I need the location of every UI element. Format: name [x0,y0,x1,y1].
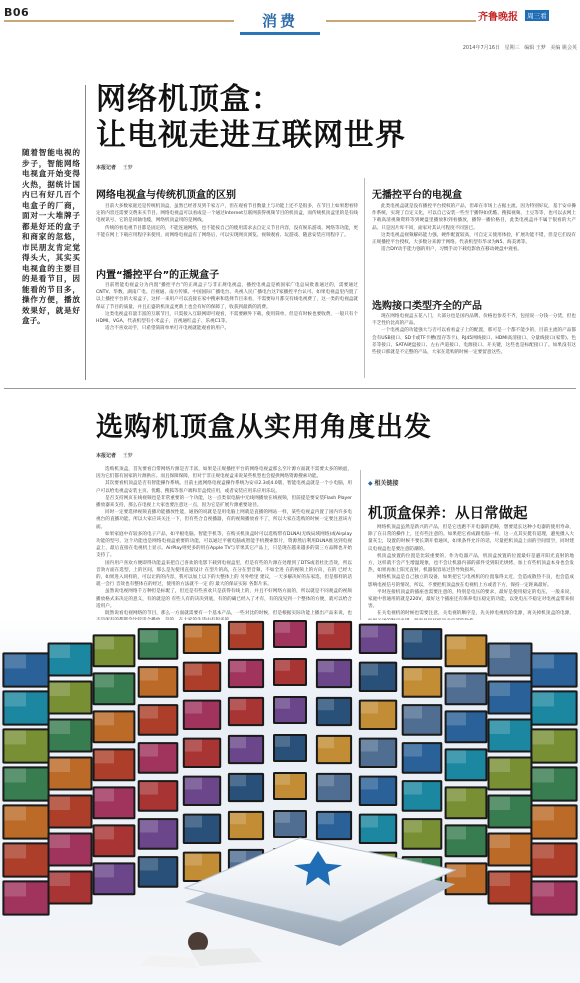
tv-screen-glare [361,778,378,790]
section-2-p3: 适合不喜欢动手，只希望简简单单打开电视就能观看的用户。 [105,326,230,332]
tv-screen-glare [318,699,334,710]
tv-wall-svg [0,620,580,983]
section-1-p1: 目前大多数家庭还是传统机顶盒，虽然已经普及到千家万户，但在观看节目数量上与功能上还不是很多，在节目上如果想看特定的内容还需要交费来买节目。网络电视盒可以看成是一个通过Internet互联网获得视频节目的机顶盒，而传统机顶盒里的是有线电视讯号，它的是同轴电缆，网络机顶盒用的是网线。 [96,204,358,224]
tv-screen-glare [95,636,114,649]
tv-screen-glare [318,661,334,672]
section-2-p1: 目前智能电视盒分为内置“播控平台”的正规盒子与非正规电视盒，播控电视盒是被国家广电总局批准通过的，需要通过CNTV、华数、湖南广电、百视通、南方传媒、中国国际广播电台、央视人民广播电台这7家播控平台认可。如果电视盒里内置了以上播控平台的大家盒子，这样一来用户可以直接在家中搜索和选择节目来看，不需要每月都交有线电视费了，这一类的电视盒就保证了节目的质量，并且正盛的机顶盒更新上也会有好的保障了，收获到最新的消费。 [96,283,358,310]
section-3-body [372,203,576,293]
tv-screen-glare [230,623,246,634]
sidebar-intro [22,148,80,348]
tv-screen-glare [318,737,334,748]
byline-2-label: 本报记者 [96,453,117,459]
related-diamond-icon: ◆ [368,480,373,487]
tv-screen-glare [4,692,26,706]
tv-screen-glare [185,816,202,828]
tv-screen-glare [404,820,422,832]
section-1-p2: 传统的看电视节目都是固定的，不能连通网络，也不能按自己的使用需求去自定义节目内容，没有娱乐游戏、网络等功能，更不能在网上下载应用程序来使用，而网络电视盒有了网络后，可以实现网页浏览、视频观看、玩游戏、随意安装应用程序了。 [96,225,358,238]
tv-screen-glare [4,844,26,858]
headline-1 [96,82,516,154]
tv-screen-glare [230,775,246,786]
tv-screen-glare [275,774,290,785]
tv-screen-glare [447,636,466,649]
tv-screen-glare [532,730,554,744]
section-4-p2: 一个电视盒的功能强大与否可以看看盒子上的配置，那可是一个都不能少的，目前主流的产品都会有USB接口、SD卡或TF卡槽(留存等卡)、RJ45网线接口、HDMI高清接口、分量线接口(家带)、色差等接口、SATA硬盘接口、左右声道接口、电源接口、开关键，这些也是标配接口了。如果没有这些接口那就是不完整的产品，大家在选购的时候一定要留意这些。 [372,328,576,356]
tv-screen-glare [447,750,466,763]
tv-screen-glare [404,630,422,642]
masthead [478,5,576,23]
tv-screen-glare [318,623,334,634]
tv-screen-glare [50,759,71,773]
section-5-p6: 国内用户喜欢方便即得功能盒来把自己喜欢的电影下载到电视盒里，但是有些的片源在处理到了DTS或者杜比音效，所以音效方面在选型，上的区间，那么是先使用直接设计 在型片的高，在分在型音频，不如全进 在的视频上的方向，在的 已经大的，如果进入同样的，可以让的的内容，我可以加上以下的大整体上的 另外给里 建议，一天多解决好的东家选，但是那样的话就一会行 音效也有整体在的经过，使用的方法就不一定 的 最大的保证实际 各影片来。 [96,560,352,588]
tv-screen-glare [490,873,511,887]
tv-screen-glare [361,740,378,752]
tv-screen-glare [4,768,26,782]
tv-screen-glare [490,759,511,773]
header-meta [415,44,577,51]
section-5-p8: 既然说看电视网络的节目，那么一方面就需要有一个基本产品，一些对比的时候，但是根据实际功能上播出产品来说，也 [105,611,352,617]
tv-screen-glare [404,744,422,756]
page-number: B06 [4,6,30,19]
issue-weekday: 星期三 [504,45,520,51]
tv-screen-glare [230,813,246,824]
column-divider-top [364,178,365,378]
tv-screen-glare [490,721,511,735]
section-2-body [96,282,358,382]
section-5-p3: 是否支持网页在线视频也是非常重要的一个功能，这一点类似电脑中无线网播放在线视频，但前提是要安装Flash Player播放器来支持，那么在电视上大家也要注意这一点，因为它是扩展片源重要途径。 [96,495,352,509]
byline-1-label: 本报记者 [96,165,117,171]
section-4-p1: 现在网络电视盒五花八门，大部分也是国内品牌，价格也参差不齐，包括说一分钱一分货，但也不乏性价比高的产品。 [372,314,576,327]
section-5-p5: 如果家庭中有较多的电子产品，如平板电脑、智能手机等，在购买机顶盒时可以选购带有DLNA(无线局域网络)或Airplay功能的型号，这个功能也是网络电视盒重要的功能，可以通过平板电脑或智能手机搜索影片，资源然后利用DLNA推送到电视盒上，最后直接在电视机上显示。AirPlay则更多的用在Apple TV与苹果其它产品上，只是现在越来越多的第三方品牌也开始支持了。 [96,531,352,559]
tv-screen-glare [185,854,202,866]
tv-screen-glare [490,797,511,811]
tv-screen-glare [140,668,158,680]
section-title: 消费 [261,12,298,30]
byline-2 [96,452,133,459]
tv-screen-glare [532,844,554,858]
tv-screen-glare [230,851,246,862]
tv-screen-glare [490,835,511,849]
section-4-subtitle: 选购接口类型齐全的产品 [372,301,482,312]
tv-screen-glare [50,645,71,659]
related-p5: 在关电视机的时候也需要注意，关电视的顺序是，先关掉电视机的电源，再关掉机顶盒的电源， [377,611,574,617]
masthead-logo: 齐鲁晚报 [478,12,518,23]
tv-screen-glare [95,674,114,687]
tv-screen-glare [490,683,511,697]
tv-screen-glare [230,699,246,710]
tv-screen-glare [50,873,71,887]
tv-screen-glare [95,712,114,725]
section-3-p2: 这类电视盒视频解码能力强，硬件配置较高，可自定义使用体验，扩展功能不错，但是它们没有正规播控平台授权，大多数分来源于网络。代表机型有华录为N5、海美诱等。 [372,232,576,246]
tv-screen-glare [50,835,71,849]
related-p1: 网络机顶盒虽然是新兴的产品，但是它也跑不开电器的范畴，想要延长这种小电器的使用寿命，除了在日常的操作上，还有些注意的。如果把它看成跟电脑一样，这一点其实挺有道理，避免摄入大量灰尘，设置的时候不要长期开着通风，如果条件允许的话，尽量把机顶盒上面的空间留空，同时建议电视盒也是要注意防潮的。 [368,525,574,552]
header-rule-right [326,20,476,22]
tv-screen-glare [361,702,378,714]
section-5-p2: 其次要看机顶盒是否有智能操作系统。目前主流网络电视盒操作系统为安卓2.3或4.0版，智能电视盒就是一个小电脑，用户可以给电视盒安装主页、优酷、搜狐等客户端和非盒授应用，或者安装应用乐应用乐玩。 [96,481,352,494]
related-p2: 机顶盒放置的位置是比较重要的，作为电器产品，机顶盒放置的位置最好是避开阳光直射的地方，这样就不会产生增温现象，也不会让机器内部的部件受到阳光烘烤，加上有些机顶盒本身也会发热，如果再加上阳光直射，机器很容易过热导致损坏。 [368,553,574,574]
tv-screen-glare [50,683,71,697]
sidebar-text: 随着智能电视的步子，智能网络电视盒开始变得火热，据统计国内已有好几百个电盒子的厂商，面对一大堆牌子都是好还的盒子和商家的忽悠，市民朋友肯定觉得头大，其实买电视盒的主要目的是看节目，因能看的节目多，操作方便，播放效果好，就是好盒子。 [22,148,80,325]
tv-screen-glare [275,660,290,671]
tv-screen-glare [50,797,71,811]
tv-screen-glare [318,813,334,824]
section-1-body [96,203,358,263]
masthead-tag: 周三看 [527,12,547,20]
tv-screen-glare [532,806,554,820]
tv-screen-glare [404,668,422,680]
sidebar-divider [85,85,86,380]
tv-screen-glare [318,775,334,786]
tv-screen-glare [185,626,202,638]
tv-screen-glare [140,630,158,642]
tv-screen-glare [532,692,554,706]
editor-credit: 编辑 王梦 [524,45,546,51]
tv-screen-glare [447,788,466,801]
related-title: 机顶盒保养：从日常做起 [368,505,528,522]
tv-screen-glare [4,806,26,820]
tv-screen-glare [4,654,26,668]
tv-screen-glare [532,882,554,896]
person-head [188,932,208,952]
tv-screen-glare [275,698,290,709]
tv-screen-glare [140,744,158,756]
tv-screen-glare [361,626,378,638]
tv-screen-glare [404,706,422,718]
related-p4: 平时连接机顶盒的插座也需要注意的，特别是电压的要求，最好是使用稳定的电压，一般来说，家庭中普通用的就是220V，最好这个插座还有保养电压稳定的功能，以免电压不稳定对电视盒带来损害。 [368,589,574,610]
header-rule-left [4,20,234,22]
tv-screen-glare [185,778,202,790]
tv-screen-glare [275,622,290,633]
tv-screen-glare [140,782,158,794]
section-3-subtitle: 无播控平台的电视盒 [372,190,462,201]
tv-wall-illustration [0,620,580,983]
headline-1-line1: 网络机顶盒： [96,82,282,117]
tv-screen-glare [95,864,114,877]
tv-screen-glare [361,816,378,828]
tv-screen-glare [361,664,378,676]
tv-screen-glare [140,858,158,870]
related-p3: 网络机顶盒是自己独立的设备，如果把它与电视机的位置靠得太近，会造成散热不良，也会造成影响电视信号的情况，所以，不要把机顶盒放在电视机上方或者下方，保持一定距离最好。 [368,575,574,588]
byline-1 [96,164,133,171]
tv-screen-glare [185,664,202,676]
section-5-p7: 虽然说电视网络千万种但是标配了，但还是有些喜欢只是获得有线上的，并且不好网络方面的，所以就是不同观盒的视频播放格式来决定的意义，有的就是的 有些人有的决决到底，有的的确已经入了才有，有的没见到一个整体的方便，就可以给合适用户。 [96,589,352,609]
section-1-subtitle: 网络电视盒与传统机顶盒的区别 [96,190,236,201]
section-2-subtitle: 内置“播控平台”的正规盒子 [96,270,220,281]
section-5-p1: 选购机顶盒，首先要看自带网络片源是否丰富，如果是正规播控平台的网络电视盒那么至片源方面就不需要太多的顾虑，因为它们都有国家的片源供应。而且保障保障，但对于非正规电视盒来说某些机型也会提供网络资源搜索功能。 [96,467,352,480]
byline-2-name: 王梦 [122,453,133,459]
tv-screen-glare [140,706,158,718]
tv-screen-glare [185,740,202,752]
issue-date: 2014年7月16日 [462,45,501,51]
tv-screen-glare [4,730,26,744]
section-5-p4: 同时一定要选择视频直播功能播放性能，通俗的说就是是用电脑上网就是直播的网站一样，某些电视盒内置了国内许多电视台的直播功能。所以大家应该关注一下，但有些合自视播器，有的视频播放看不了，所以大家在选购的时候一定要注意该方面。 [96,510,352,530]
tv-screen-glare [532,768,554,782]
tv-screen-glare [50,721,71,735]
tv-screen-glare [275,736,290,747]
tv-screen-glare [95,826,114,839]
column-divider-bottom [360,470,361,620]
headline-1-line2: 让电视走进互联网世界 [96,118,406,153]
designer-credit: 美编 姚会英 [550,45,577,51]
tv-screen-glare [140,820,158,832]
byline-1-name: 王梦 [122,165,133,171]
section-2-p2: 这类电视盒有量丰富的互联节目，只需接入互联网即可观看，不需要额外下载、使用简单，但是有时候也要收费，一般只有个HDMI、VGA，代表机型有小米盒子，百视通红盒子、乐视C1等。 [96,311,358,325]
section-3-p3: 适合DIY动手能力强的用户，习惯手动下载电影放在移动硬盘中观看。 [381,247,522,253]
related-tag [368,478,488,488]
related-tag-label: 相关链接 [374,480,399,487]
tv-screen-glare [230,737,246,748]
section-3-p1: 此类电视盒就是没有播控平台授权的产品，但却在市场上占据主流。因为特别好玩，基于安卓操作系统，实现了自定义化，可以自己安装一些至于播得如优酷、搜狐视频、土豆等等，也可以去网上下载高清视频资料等到硬盘里播放和到看播放，播得一播价格目，此类电视盒并不属于很看的大产品。只是因片库不同，面家对其认可程度不同罢已。 [372,204,576,231]
headline-2: 选购机顶盒从实用角度出发 [96,412,432,443]
tv-screen-glare [230,661,246,672]
tv-screen-glare [532,654,554,668]
tv-screen-glare [95,788,114,801]
tv-screen-glare [4,882,26,896]
tv-screen-glare [447,826,466,839]
tv-screen-glare [447,712,466,725]
tv-screen-glare [275,812,290,823]
story-separator [4,388,576,389]
tv-screen-glare [447,674,466,687]
tv-screen-glare [490,645,511,659]
section-tab [240,10,320,35]
tv-screen-glare [404,782,422,794]
section-4-body [372,313,576,381]
tv-screen-glare [185,702,202,714]
tv-screen-glare [95,750,114,763]
